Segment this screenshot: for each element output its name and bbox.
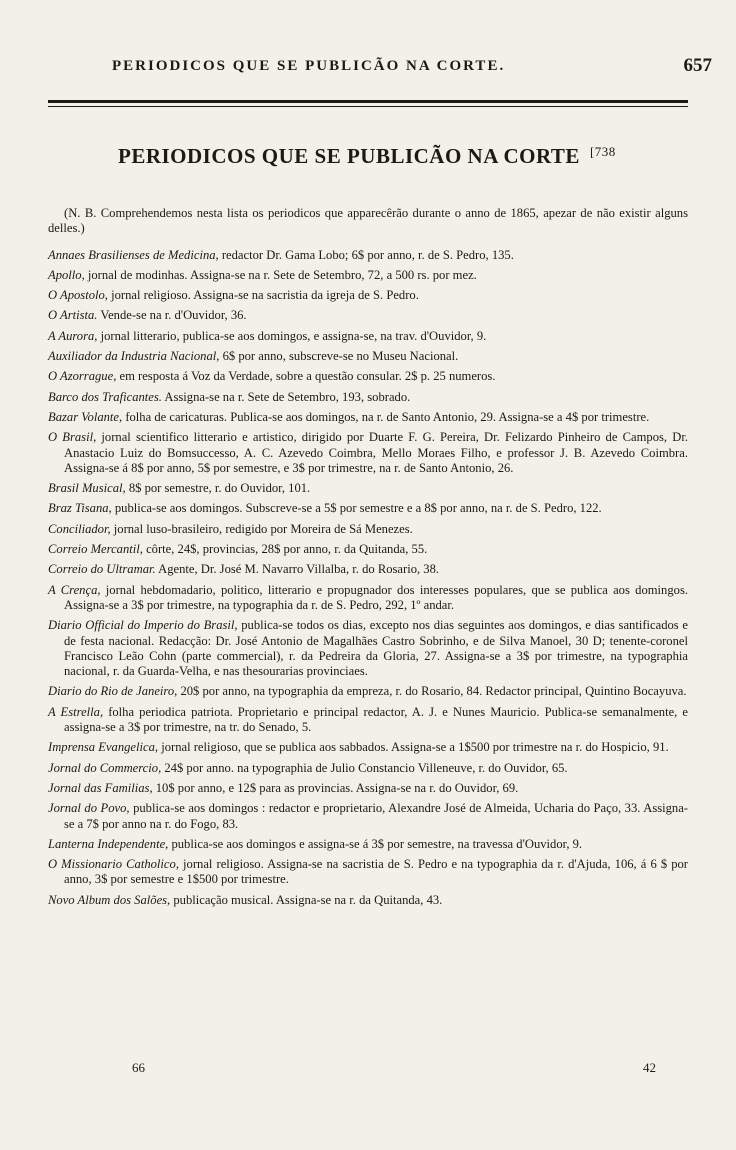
periodical-details: jornal religioso. Assigna-se na sacristia de S. Pedro e na typographia da r. d'Ajuda, 106, á 6 $ por anno, 3$ por semestre e 1$500 por trimestre. — [64, 857, 688, 887]
periodical-name: O Brasil, — [48, 430, 97, 445]
periodical-entry — [48, 857, 688, 888]
periodical-name: Barco dos Traficantes. — [48, 389, 162, 404]
periodical-details: jornal scientifico litterario e artistico, dirigido por Duarte F. G. Pereira, Dr. Felizardo Pinheiro de Campos, Dr. Anastacio Luiz do Bomsuccesso, A. C. Azevedo Coimbra, Mello Moraes Filho, e professor J. B. Azevedo Coimbra. Assigna-se á 8$ por anno, 5$ por semestre, e 3$ por trimestre, na r. de Santo Antonio, 26. — [64, 430, 688, 475]
periodical-details: publica-se aos domingos : redactor e proprietario, Alexandre José de Almeida, Ucharia do Paço, 33. Assigna-se a 7$ por anno na r. do Fogo, 83. — [64, 801, 689, 831]
periodical-name: O Azorrague, — [48, 369, 117, 384]
periodical-details: em resposta á Voz da Verdade, sobre a questão consular. 2$ p. 25 numeros. — [116, 369, 496, 384]
periodical-entry — [48, 781, 688, 796]
periodical-entry — [48, 705, 688, 736]
periodical-details: Assigna-se na r. Sete de Setembro, 193, sobrado. — [161, 389, 411, 404]
periodical-entry — [48, 542, 688, 557]
periodical-entry — [48, 349, 688, 364]
periodical-name: A Crença, — [48, 582, 101, 597]
periodical-details: redactor Dr. Gama Lobo; 6$ por anno, r. de S. Pedro, 135. — [218, 247, 514, 262]
periodical-details: jornal hebdomadario, politico, litterario e propugnador dos interesses populares, que se publica aos domingos. Assigna-se a 3$ por trimestre, na typographia da r. de S. Pedro, 292, 1º andar. — [64, 582, 688, 612]
periodical-details: Agente, Dr. José M. Navarro Villalba, r. do Rosario, 38. — [155, 562, 440, 577]
periodical-name: Brasil Musical, — [48, 481, 126, 496]
periodical-name: Diario Official do Imperio do Brasil, — [48, 618, 238, 633]
periodical-entry — [48, 390, 688, 405]
periodical-name: Jornal das Familias, — [48, 780, 153, 795]
section-title — [118, 144, 616, 169]
periodical-entry — [48, 268, 688, 283]
periodical-entry — [48, 618, 688, 679]
periodical-entry — [48, 329, 688, 344]
header-rule-thin — [48, 106, 688, 107]
entry-list — [48, 248, 688, 908]
signature-right: 42 — [643, 1060, 656, 1075]
periodical-entry — [48, 369, 688, 384]
header-rule-thick — [48, 100, 688, 103]
periodical-details: 10$ por anno, e 12$ para as provincias. Assigna-se na r. do Ouvidor, 69. — [152, 780, 519, 795]
periodical-name: Braz Tisana, — [48, 501, 112, 516]
periodical-details: publica-se aos domingos e assigna-se á 3$ por semestre, na travessa d'Ouvidor, 9. — [168, 836, 583, 851]
periodical-details: jornal religioso, que se publica aos sabbados. Assigna-se a 1$500 por trimestre na r. do Hospicio, 91. — [158, 740, 669, 755]
periodical-name: Annaes Brasilienses de Medicina, — [48, 247, 219, 262]
periodical-details: côrte, 24$, provincias, 28$ por anno, r. da Quitanda, 55. — [142, 542, 428, 557]
periodical-name: Lanterna Independente, — [48, 836, 169, 851]
periodical-details: 24$ por anno. na typographia de Julio Constancio Villeneuve, r. do Ouvidor, 65. — [161, 760, 568, 775]
running-title: PERIODICOS QUE SE PUBLICÃO NA CORTE. — [112, 58, 506, 74]
periodical-entry — [48, 308, 688, 323]
page-footer — [48, 1060, 688, 1078]
periodical-entry — [48, 410, 688, 425]
periodical-name: Correio Mercantil, — [48, 542, 143, 557]
periodical-name: Imprensa Evangelica, — [48, 740, 159, 755]
periodical-name: Auxiliador da Industria Nacional, — [48, 349, 220, 364]
periodical-details: folha periodica patriota. Proprietario e principal redactor, A. J. e Nunes Mauricio. Publica-se semanalmente, e assigna-se a 3$ por trimestre, na tr. do Senado, 5. — [64, 704, 688, 735]
periodical-details: jornal de modinhas. Assigna-se na r. Sete de Setembro, 72, a 500 rs. por mez. — [84, 267, 477, 282]
periodical-entry — [48, 740, 688, 755]
page-number: 657 — [683, 55, 712, 76]
periodical-entry — [48, 481, 688, 496]
periodical-name: Jornal do Povo, — [48, 801, 130, 816]
intro-note: (N. B. Comprehendemos nesta lista os periodicos que apparecêrão durante o anno de 1865, apezar de não existir alguns delles.) — [48, 206, 688, 236]
periodical-name: O Apostolo, — [48, 288, 108, 303]
periodical-entry — [48, 522, 688, 537]
periodical-entry — [48, 583, 688, 614]
periodical-entry — [48, 684, 688, 699]
periodical-details: publicação musical. Assigna-se na r. da Quitanda, 43. — [170, 892, 443, 907]
periodical-details: Vende-se na r. d'Ouvidor, 36. — [97, 308, 247, 323]
periodical-name: A Estrella, — [48, 704, 104, 719]
periodical-details: jornal religioso. Assigna-se na sacristia da igreja de S. Pedro. — [107, 288, 419, 303]
periodical-details: 20$ por anno, na typographia da empreza, r. do Rosario, 84. Redactor principal, Quintino Bocayuva. — [177, 684, 687, 699]
section-title-text: PERIODICOS QUE SE PUBLICÃO NA CORTE — [118, 144, 580, 168]
periodical-details: 6$ por anno, subscreve-se no Museu Nacional. — [219, 349, 459, 364]
periodical-details: jornal litterario, publica-se aos domingos, e assigna-se, na trav. d'Ouvidor, 9. — [97, 328, 487, 343]
periodical-entry — [48, 562, 688, 577]
periodical-details: publica-se todos os dias, excepto nos dias seguintes aos domingos, e dias santificados e de festa nacional. Redacção: Dr. José Antonio de Magalhães Castro Sobrinho, e de Silva Manoel, 30 D; tenente-coronel Francisco Leão Cohn (parte commercial), r. da Pedreira da Gloria, 27. Assigna-se a 3$ por trimestre, na typographia nacional, r. da Guarda-Velha, e nas thesourarias provinciaes. — [64, 618, 688, 679]
periodical-details: folha de caricaturas. Publica-se aos domingos, na r. de Santo Antonio, 29. Assigna-se a 4$ por trimestre. — [122, 409, 650, 424]
signature-left: 66 — [132, 1060, 145, 1075]
periodical-entry — [48, 801, 688, 832]
periodical-details: jornal luso-brasileiro, redigido por Moreira de Sá Menezes. — [110, 521, 413, 536]
periodical-name: O Missionario Catholico, — [48, 857, 179, 872]
periodical-entry — [48, 501, 688, 516]
periodical-name: A Aurora, — [48, 328, 98, 343]
periodical-entry — [48, 761, 688, 776]
periodical-details: 8$ por semestre, r. do Ouvidor, 101. — [125, 481, 311, 496]
periodical-name: Diario do Rio de Janeiro, — [48, 684, 178, 699]
periodical-name: Apollo, — [48, 267, 85, 282]
periodical-entry — [48, 837, 688, 852]
periodical-name: Conciliador, — [48, 521, 111, 536]
periodical-name: Bazar Volante, — [48, 409, 123, 424]
periodical-entry — [48, 893, 688, 908]
periodical-name: Correio do Ultramar. — [48, 562, 156, 577]
running-header — [112, 55, 712, 82]
periodical-name: Novo Album dos Salões, — [48, 892, 171, 907]
periodical-entry — [48, 430, 688, 476]
periodical-entry — [48, 248, 688, 263]
periodical-name: O Artista. — [48, 308, 98, 323]
periodical-details: publica-se aos domingos. Subscreve-se a 5$ por semestre e a 8$ por anno, na r. de S. Pedro, 122. — [111, 501, 602, 516]
content — [48, 206, 688, 913]
section-number: [738 — [589, 144, 616, 159]
periodical-entry — [48, 288, 688, 303]
periodical-name: Jornal do Commercio, — [48, 760, 162, 775]
